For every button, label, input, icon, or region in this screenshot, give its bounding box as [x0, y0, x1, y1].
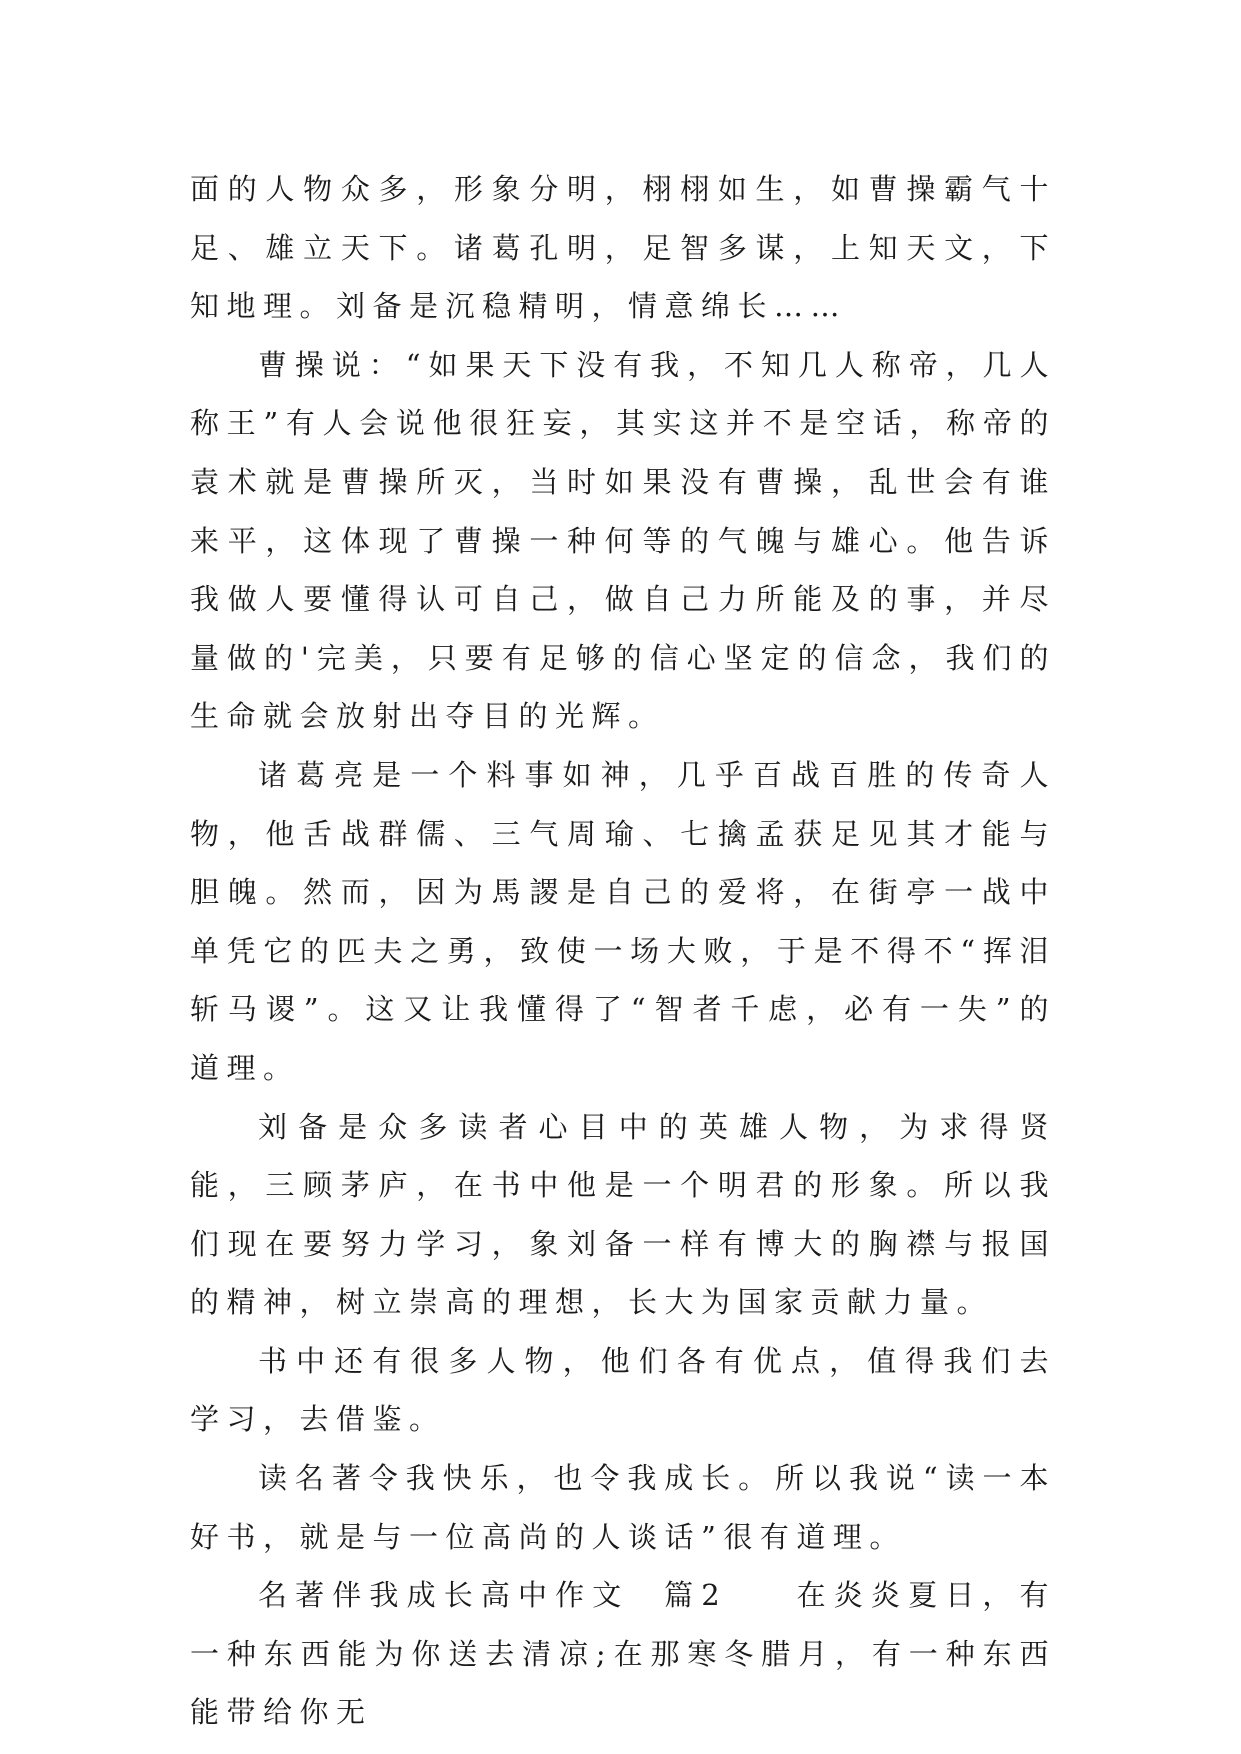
paragraph-zhuge-liang: 诸葛亮是一个料事如神，几乎百战百胜的传奇人物，他舌战群儒、三气周瑜、七擒孟获足见其才能与胆魄。然而，因为馬謖是自己的爱将，在街亭一战中单凭它的匹夫之勇，致使一场大败，于是不得不“挥泪斩马谡”。这又让我懂得了“智者千虑，必有一失”的道理。 — [190, 757, 1056, 1085]
paragraph-cao-cao: 曹操说：“如果天下没有我，不知几人称帝，几人称王”有人会说他很狂妄，其实这并不是空话，称帝的袁术就是曹操所灭，当时如果没有曹操，乱世会有谁来平，这体现了曹操一种何等的气魄与雄心。他告诉我做人要懂得认可自己，做自己力所能及的事，并尽量做的'完美，只要有足够的信心坚定的信念，我们的生命就会放射出夺目的光辉。 — [190, 347, 1056, 734]
paragraph-liu-bei: 刘备是众多读者心目中的英雄人物，为求得贤能，三顾茅庐，在书中他是一个明君的形象。所以我们现在要努力学习，象刘备一样有博大的胸襟与报国的精神，树立崇高的理想，长大为国家贡献力量。 — [190, 1109, 1056, 1320]
paragraph-essay-2-start: 名著伴我成长高中作文 篇2 在炎炎夏日，有一种东西能为你送去清凉;在那寒冬腊月，有一种东西能带给你无 — [190, 1578, 1056, 1730]
paragraph-other-characters: 书中还有很多人物，他们各有优点，值得我们去学习，去借鉴。 — [190, 1343, 1056, 1437]
paragraph: 面的人物众多，形象分明，栩栩如生，如曹操霸气十足、雄立天下。诸葛孔明，足智多谋，上知天文，下知地理。刘备是沉稳精明，情意绵长…… — [190, 172, 1056, 324]
essay-body — [190, 160, 1056, 1742]
paragraph-conclusion: 读名著令我快乐，也令我成长。所以我说“读一本好书，就是与一位高尚的人谈话”很有道理。 — [190, 1461, 1056, 1554]
